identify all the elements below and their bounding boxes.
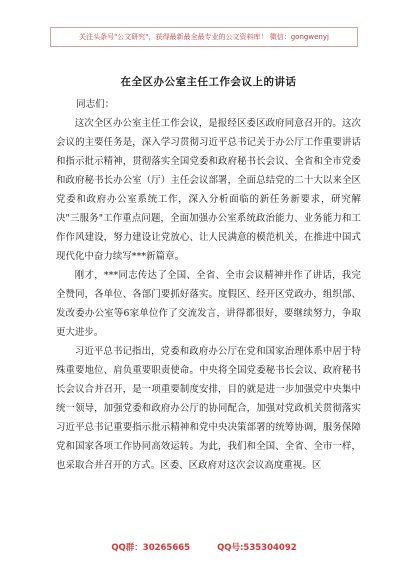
paragraph-1: 这次全区办公室主任工作会议，是报经区委区政府同意召开的。这次会议的主要任务是，深入学习贯彻习近平总书记关于办公厅工作重要讲话和指示批示精神，贯彻落实全国党委和政府秘书长会议、全省和全市党委和政府秘书长办公室（厅）主任会议部署，全面总结党的二十大以来全区党委和政府办公室系统工作，深入分析面临的新任务新要求，研究解决"三服务"工作重点问题，全面加强办公室系统政治能力、业务能力和工作作风建设，努力建设让党放心、让人民满意的模范机关，在推进中国式现代化中奋力续写***新篇章。: [56, 118, 361, 262]
document-title: 在全区办公室主任工作会议上的讲话: [120, 76, 297, 88]
document-body: [56, 60, 361, 475]
paragraph-2: 刚才，***同志传达了全国、全省、全市会议精神并作了讲话，我完全赞同，各单位、各部门要抓好落实。度假区、经开区党政办，组织部、发改委办公室等6家单位作了交流发言，讲得都很好，要继续努力，争取更大进步。: [56, 270, 361, 338]
footer-qq-group: QQ群：30265665: [111, 543, 191, 553]
salutation: 同志们：: [76, 99, 115, 110]
banner-notice: 关注头条号"公文研究"，获得最新最全最专业的公文资料库！ 微信：gongwenyj: [50, 27, 358, 47]
paragraph-3: 习近平总书记指出，党委和政府办公厅在党和国家治理体系中居于特殊重要地位、肩负重要职责使命。中央将全国党委秘书长会议、政府秘书长会议合并召开，是一项重要制度安排，目的就是进一步加强党中央集中统一领导，加强党委和政府办公厅的协同配合，加强对党政机关贯彻落实习近平总书记重要指示批示精神和党中央决策部署的统筹协调，服务保障党和国家各项工作协同高效运转。为此，我们和全国、全省、全市一样，也采取合并召开的方式。区委、区政府对这次会议高度重视。区: [56, 346, 361, 471]
footer-qq-number: QQ号:535304092: [217, 543, 297, 553]
footer-contact: [0, 541, 408, 553]
